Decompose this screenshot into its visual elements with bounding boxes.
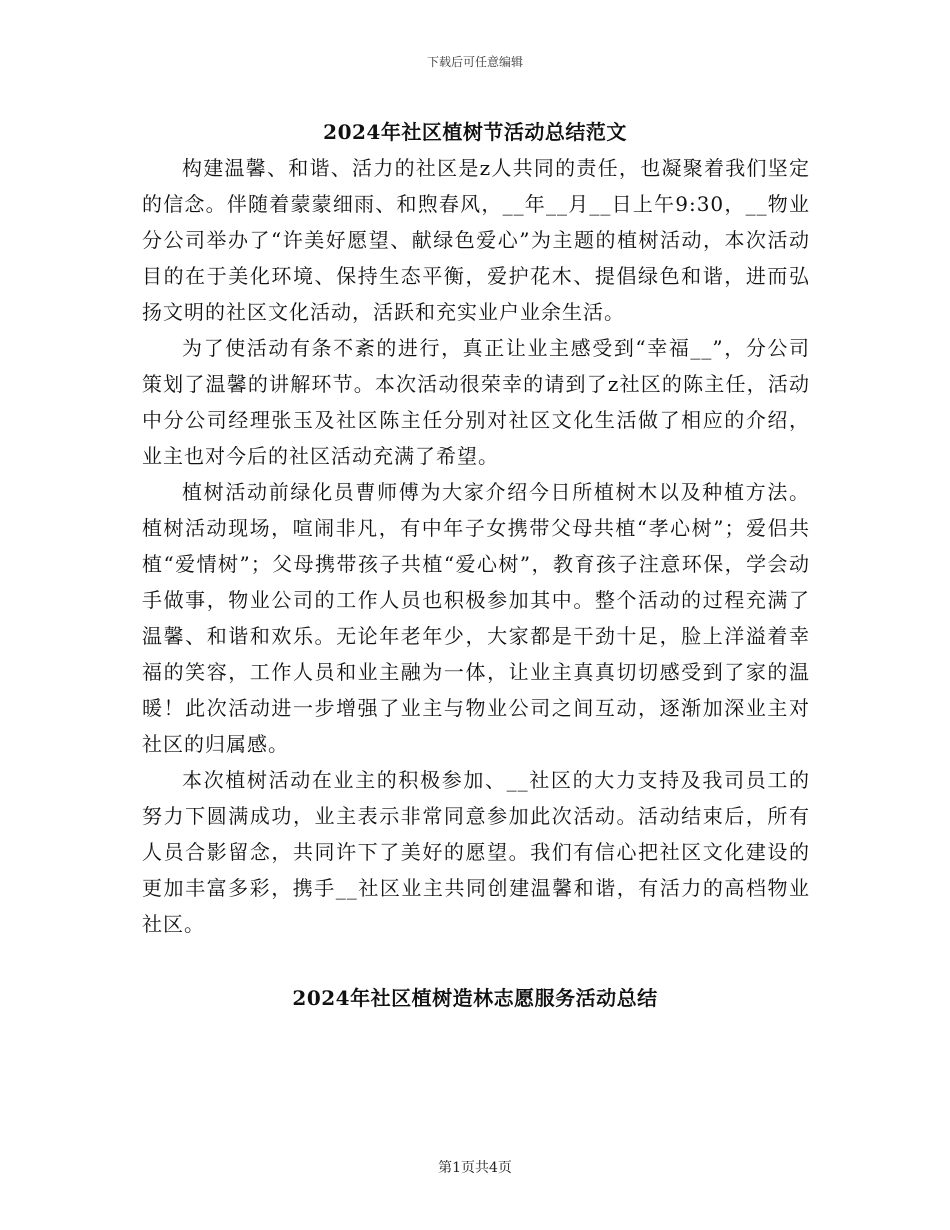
header-note: 下载后可任意编辑	[426, 55, 523, 69]
body-paragraph: 为了使活动有条不紊的进行，真正让业主感受到“幸福__”，分公司策划了温馨的讲解环节。本次活动很荣幸的请到了z社区的陈主任，活动中分公司经理张玉及社区陈主任分别对社区文化生活做了相应的介绍，业主也对今后的社区活动充满了希望。	[142, 336, 810, 468]
body-paragraph: 本次植树活动在业主的积极参加、__社区的大力支持及我司员工的努力下圆满成功，业主表示非常同意参加此次活动。活动结束后，所有人员合影留念，共同许下了美好的愿望。我们有信心把社区文化建设的更加丰富多彩，携手__社区业主共同创建温馨和谐，有活力的高档物业社区。	[142, 768, 810, 936]
next-section-title: 2024年社区植树造林志愿服务活动总结	[292, 986, 658, 1010]
document-title: 2024年社区植树节活动总结范文	[323, 120, 627, 144]
page-footer: 第1页共4页	[438, 1160, 512, 1176]
document-body	[142, 150, 810, 942]
body-paragraph: 构建温馨、和谐、活力的社区是z人共同的责任，也凝聚着我们坚定的信念。伴随着蒙蒙细雨、和煦春风，__年__月__日上午9:30，__物业分公司举办了“许美好愿望、献绿色爱心”为主题的植树活动，本次活动目的在于美化环境、保持生态平衡，爱护花木、提倡绿色和谐，进而弘扬文明的社区文化活动，活跃和充实业户业余生活。	[142, 156, 810, 324]
body-paragraph: 植树活动前绿化员曹师傅为大家介绍今日所植树木以及种植方法。植树活动现场，喧闹非凡，有中年子女携带父母共植“孝心树”；爱侣共植“爱情树”；父母携带孩子共植“爱心树”，教育孩子注意环保，学会动手做事，物业公司的工作人员也积极参加其中。整个活动的过程充满了温馨、和谐和欢乐。无论年老年少，大家都是干劲十足，脸上洋溢着幸福的笑容，工作人员和业主融为一体，让业主真真切切感受到了家的温暖！此次活动进一步增强了业主与物业公司之间互动，逐渐加深业主对社区的归属感。	[142, 480, 810, 756]
